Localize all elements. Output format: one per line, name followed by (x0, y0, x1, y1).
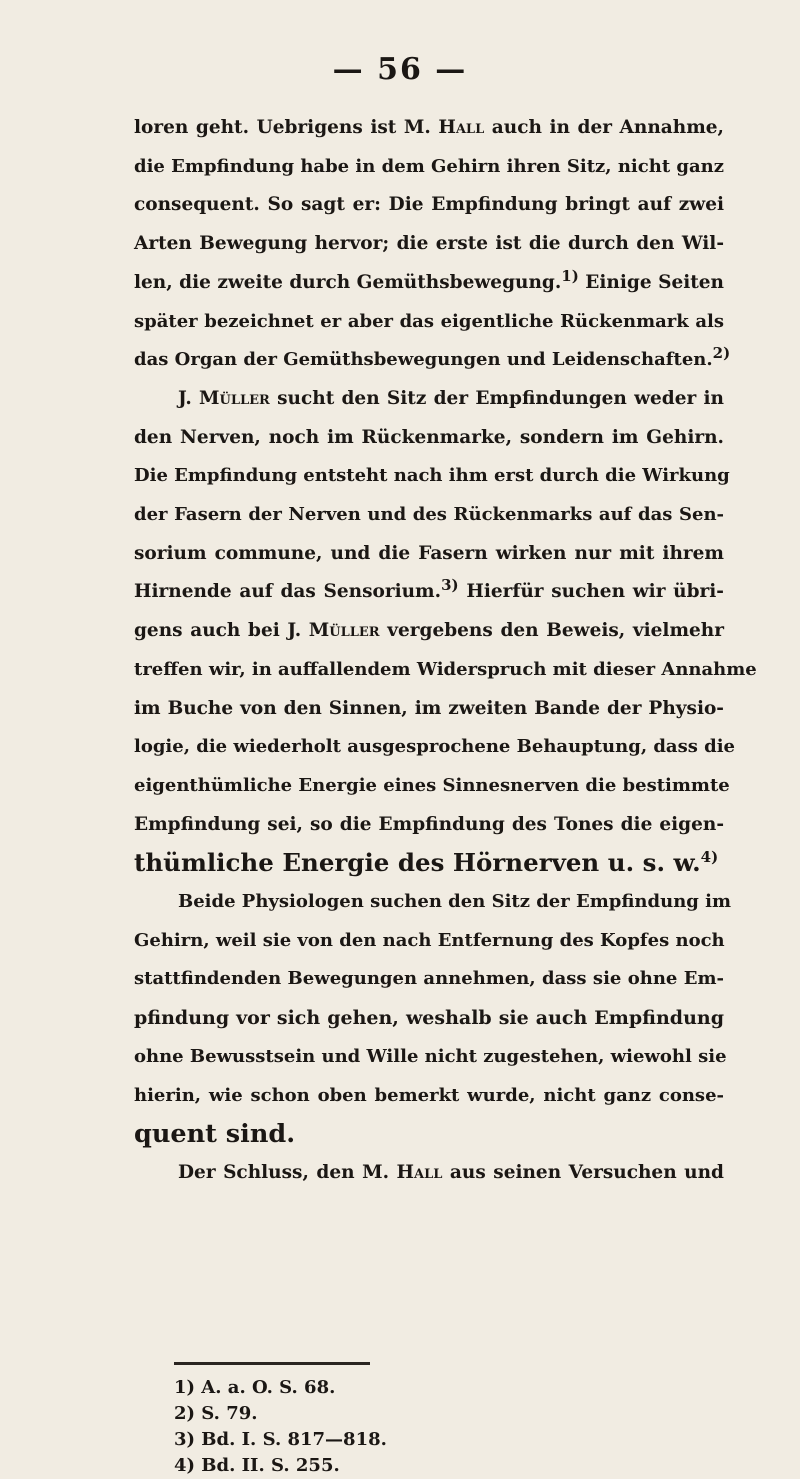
footnote: 2) S. 79. (174, 1403, 258, 1424)
text-line (134, 883, 732, 922)
text-segment: der Fasern der Nerven und des Rückenmarks auf das Sen- (134, 504, 724, 526)
text-line (134, 960, 724, 999)
text-segment: das Organ der Gemüthsbewegungen und Leidenschaften. (134, 349, 713, 371)
text-segment: treffen wir, in auffallendem Widerspruch mit dieser Annahme (134, 658, 757, 680)
text-segment: logie, die wiederholt ausgesprochene Behauptung, dass die (134, 736, 736, 758)
text-segment: Gehirn, weil sie von den nach Entfernung des Kopfes noch (134, 929, 725, 951)
text-line (134, 767, 730, 806)
footnote-ref: 2) (712, 344, 731, 363)
text-segment: aus seinen Versuchen und (442, 1161, 724, 1183)
footnote-ref: 4) (700, 848, 719, 867)
text-line (134, 844, 724, 883)
body-text (134, 109, 757, 1193)
text-line (134, 922, 724, 961)
author-name: Hall (438, 117, 485, 138)
text-line (134, 109, 724, 148)
text-line (134, 225, 724, 264)
text-segment: sorium commune, und die Fasern wirken nur mit ihrem (134, 542, 724, 564)
author-name: Müller (308, 620, 380, 642)
page-number: — 56 — (332, 52, 468, 87)
text-line (134, 341, 731, 380)
text-segment: loren geht. Uebrigens ist M. (134, 117, 439, 138)
text-line (134, 651, 757, 690)
text-segment: Arten Bewegung hervor; die erste ist die durch den Wil- (134, 233, 724, 255)
text-line (134, 496, 724, 535)
text-line (134, 148, 724, 187)
text-line (134, 999, 724, 1038)
text-line (134, 690, 724, 729)
text-segment: ohne Bewusstsein und Wille nicht zugestehen, wiewohl sie (134, 1045, 727, 1067)
footnote-rule (174, 1362, 370, 1365)
text-segment: pfindung vor sich gehen, weshalb sie auch Empfindung (134, 1007, 724, 1030)
text-line (134, 806, 724, 845)
text-segment: hierin, wie schon oben bemerkt wurde, nicht ganz conse- (134, 1084, 724, 1106)
text-segment: thümliche Energie des Hörnerven u. s. w. (134, 848, 701, 878)
footnote-ref: 3) (441, 576, 459, 595)
text-line (134, 380, 724, 419)
text-line (134, 1115, 724, 1154)
text-segment: sucht den Sitz der Empfindungen weder in (269, 387, 725, 409)
text-segment: Die Empfindung entsteht nach ihm erst durch die Wirkung (134, 465, 730, 487)
text-line (134, 612, 724, 651)
text-segment: quent sind. (134, 1119, 296, 1150)
text-segment: vergebens den Beweis, vielmehr (379, 620, 724, 642)
text-segment: Hierfür suchen wir übri- (458, 581, 724, 603)
text-line (134, 1154, 724, 1193)
text-segment: gens auch bei J. (134, 620, 309, 642)
text-line (134, 1077, 724, 1116)
footnote: 3) Bd. I. S. 817—818. (174, 1429, 387, 1450)
text-segment: consequent. So sagt er: Die Empfindung bringt auf zwei (134, 194, 724, 216)
text-segment: J. (178, 387, 200, 409)
text-line (134, 419, 724, 458)
text-segment: Beide Physiologen suchen den Sitz der Empfindung im (178, 891, 732, 913)
text-segment: Der Schluss, den M. (178, 1161, 397, 1183)
author-name: Müller (199, 387, 270, 409)
footnotes (174, 1375, 474, 1479)
text-segment: stattfindenden Bewegungen annehmen, dass sie ohne Em- (134, 968, 724, 990)
text-segment: im Buche von den Sinnen, im zweiten Bande der Physio- (134, 697, 724, 719)
text-segment: später bezeichnet er aber das eigentliche Rückenmark als (134, 310, 724, 332)
author-name: Hall (396, 1161, 443, 1183)
text-line (134, 535, 724, 574)
text-line (134, 264, 724, 303)
text-segment: die Empfindung habe in dem Gehirn ihren Sitz, nicht ganz (134, 155, 724, 177)
text-line (134, 186, 724, 225)
text-segment: Hirnende auf das Sensorium. (134, 581, 442, 603)
text-line (134, 303, 724, 342)
text-segment: Einige Seiten (578, 271, 725, 293)
text-segment: Empfindung sei, so die Empfindung des Tones die eigen- (134, 813, 724, 835)
text-line (134, 457, 730, 496)
text-segment: den Nerven, noch im Rückenmarke, sondern im Gehirn. (134, 426, 724, 448)
text-segment: eigenthümliche Energie eines Sinnesnerven die bestimmte (134, 774, 730, 796)
text-segment: len, die zweite durch Gemüthsbewegung. (134, 271, 562, 293)
text-line (134, 728, 736, 767)
text-line (134, 1038, 727, 1077)
footnote: 4) Bd. II. S. 255. (174, 1455, 340, 1476)
text-segment: auch in der Annahme, (484, 117, 725, 138)
text-line (134, 573, 724, 612)
footnote: 1) A. a. O. S. 68. (174, 1377, 336, 1398)
footnote-ref: 1) (561, 266, 579, 285)
